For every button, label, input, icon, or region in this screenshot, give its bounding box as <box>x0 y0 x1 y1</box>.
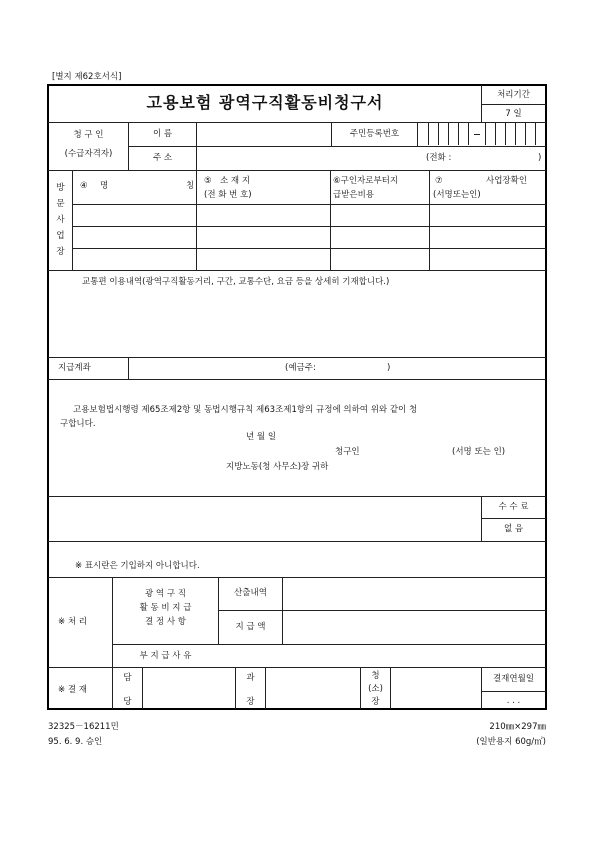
col-cost-line1: ⑥구인자로부터지 <box>333 176 399 186</box>
visit-divider-c <box>429 170 430 270</box>
amount-field[interactable] <box>283 611 545 643</box>
row-line-fee-top <box>48 496 546 497</box>
approval-date-label: 결재연월일 <box>492 674 535 684</box>
decision-line1: 광 역 구 직 <box>145 589 186 599</box>
footer-size: 210㎜×297㎜ <box>489 722 546 732</box>
office-chief-sign-field[interactable] <box>391 668 480 708</box>
fee-value: 없 음 <box>503 524 524 534</box>
claimant-label: 청 구 인 <box>73 130 104 140</box>
col-name-num: ④ <box>80 181 88 191</box>
phone-close: ) <box>538 153 542 163</box>
name-field[interactable] <box>197 123 330 145</box>
processing-period-value: 7 일 <box>505 109 522 119</box>
rrn-label: 주민등록번호 <box>349 129 400 139</box>
calc-detail-label: 산출내역 <box>234 588 267 598</box>
col-confirm-line2: (서명또는인) <box>433 190 481 200</box>
processing-label: ※ 처 리 <box>58 617 87 627</box>
col-confirm-line1: 사업장확인 <box>486 176 528 186</box>
processing-period-label: 처리기간 <box>497 90 530 100</box>
visit-name-cell-3[interactable] <box>73 249 196 270</box>
rrn-field[interactable] <box>418 123 545 145</box>
office-chief-label-a: 청 <box>371 671 380 681</box>
account-label: 지급계좌 <box>58 363 91 373</box>
address-label: 주 소 <box>152 153 173 163</box>
account-holder-close: ) <box>387 363 391 373</box>
name-label: 이 름 <box>152 129 173 139</box>
declaration-recipient: 지방노동(청 사무소)장 귀하 <box>226 462 329 472</box>
visit-label-4: 업 <box>56 231 65 241</box>
section-chief-label-b: 장 <box>246 697 255 707</box>
processing-mid-line <box>481 104 546 105</box>
staff-label-a: 담 <box>123 673 132 683</box>
row-line-declaration-top <box>48 379 546 380</box>
transport-note: 교통편 이용내역(광역구직활동거리, 구간, 교통수단, 요금 등을 상세히 기재합니다.) <box>82 277 390 287</box>
col-name-a: 명 <box>100 181 109 191</box>
visit-divider-a <box>196 170 197 270</box>
footer-paper: (일반용지 60g/㎡) <box>476 737 546 747</box>
approval-date-line <box>481 691 546 692</box>
col-location-line1: 소 재 지 <box>220 176 251 186</box>
col-location-num: ⑤ <box>204 176 212 186</box>
approval-date-value: . . . <box>506 696 521 706</box>
visit-label-1: 방 <box>56 183 65 193</box>
row-line-visit-top <box>48 170 546 171</box>
staff-label-b: 당 <box>123 697 132 707</box>
fee-mid-line <box>481 518 546 519</box>
declaration-claimant: 청구인 <box>335 447 360 457</box>
frame-top <box>47 84 547 86</box>
transport-details-field[interactable] <box>49 292 545 356</box>
calc-detail-field[interactable] <box>283 578 545 610</box>
form-number: [별지 제62호서식] <box>52 72 122 82</box>
account-field[interactable] <box>129 358 279 378</box>
decision-line3: 결 정 사 항 <box>145 617 186 627</box>
declaration-line1: 고용보험법시행령 제65조제2항 및 동법시행규칙 제63조제1항의 규정에 의하여 위와 같이 청 <box>73 405 418 415</box>
account-holder-label: (예금주: <box>285 363 316 373</box>
office-chief-label-c: 장 <box>371 697 380 707</box>
visit-name-cell-1[interactable] <box>73 205 196 226</box>
amount-label: 지 급 액 <box>235 622 266 632</box>
declaration-sign: (서명 또는 인) <box>452 447 506 457</box>
col-cost-line2: 급받은비용 <box>333 190 375 200</box>
form-title: 고용보험 광역구직활동비청구서 <box>146 93 384 112</box>
visit-name-cell-2[interactable] <box>73 227 196 248</box>
row-line-transport-top <box>48 270 546 271</box>
visit-label-3: 사 <box>56 215 65 225</box>
col-location-line2: (전 화 번 호) <box>204 190 252 200</box>
rrn-dash <box>474 134 480 135</box>
visit-divider-b <box>330 170 331 270</box>
office-use-note: ※ 표시란은 기입하지 아니합니다. <box>75 561 200 571</box>
col-confirm-num: ⑦ <box>435 176 443 186</box>
footer-approved: 95. 6. 9. 승인 <box>48 737 103 747</box>
section-chief-sign-field[interactable] <box>266 668 359 708</box>
address-field[interactable] <box>197 147 427 169</box>
row-line-account-top <box>48 357 546 358</box>
phone-label: (전화 : <box>426 153 452 163</box>
declaration-line2: 구합니다. <box>60 419 96 429</box>
frame-left <box>47 84 49 709</box>
col-name-b: 칭 <box>186 181 195 191</box>
footer-code: 32325－16211민 <box>48 722 119 732</box>
frame-right <box>545 84 547 709</box>
approval-label: ※ 결 재 <box>58 685 87 695</box>
staff-sign-field[interactable] <box>143 668 234 708</box>
nonpay-reason-label: 부 지 급 사 유 <box>139 651 192 661</box>
row-line-note-top <box>48 541 546 542</box>
decision-line2: 활 동 비 지 급 <box>139 603 192 613</box>
visit-label-5: 장 <box>56 247 65 257</box>
nonpay-reason-field[interactable] <box>219 645 545 666</box>
frame-bottom <box>47 708 547 710</box>
claimant-sub-label: (수급자격자) <box>64 149 113 159</box>
fee-label: 수 수 료 <box>498 502 529 512</box>
office-chief-label-b: (소) <box>368 684 383 694</box>
section-chief-label-a: 과 <box>246 673 255 683</box>
declaration-date: 년 월 일 <box>246 432 277 442</box>
visit-label-2: 문 <box>56 199 65 209</box>
